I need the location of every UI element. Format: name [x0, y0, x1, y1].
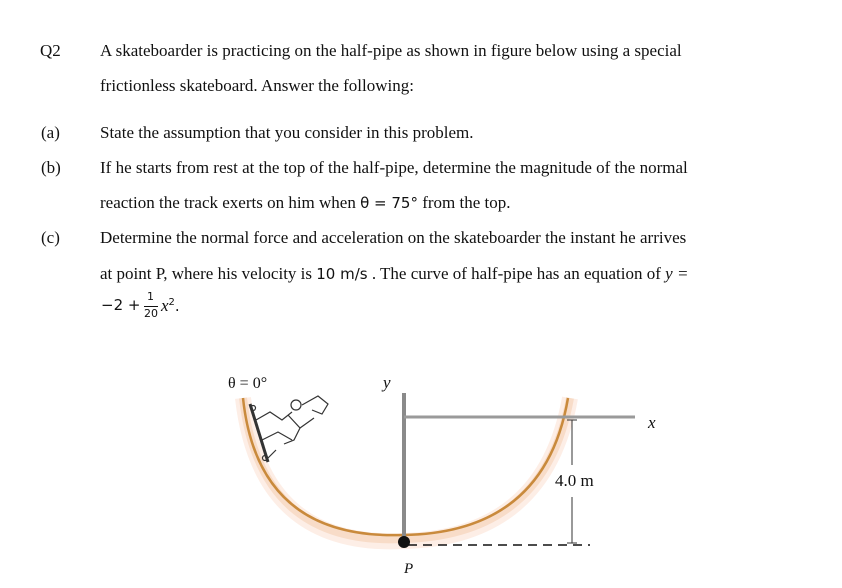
velocity-value: 10 m/s: [316, 265, 368, 283]
part-b-line1: If he starts from rest at the top of the half-pipe, determine the magnitude of the normal: [100, 158, 688, 177]
y-axis-label: y: [383, 373, 391, 392]
part-c-line2-post: . The curve of half-pipe has an equation of: [367, 264, 666, 283]
theta-value: θ = 75°: [360, 194, 418, 212]
part-a-label: (a): [41, 123, 60, 142]
equation-suffix-x: x: [161, 296, 169, 315]
part-a-text: State the assumption that you consider in this problem.: [100, 123, 474, 142]
height-label: 4.0 m: [555, 471, 594, 490]
equation-prefix: −2 +: [101, 296, 141, 314]
point-p-marker: [398, 536, 410, 548]
equation-y: y =: [665, 264, 689, 283]
theta-zero-label: θ = 0°: [228, 375, 268, 392]
question-intro-line1: A skateboarder is practicing on the half-pipe as shown in figure below using a special: [100, 41, 682, 60]
part-b-label: (b): [41, 158, 61, 177]
part-c-line2-pre: at point P, where his velocity is: [100, 264, 317, 283]
question-number: Q2: [40, 41, 61, 60]
question-intro-line2: frictionless skateboard. Answer the following:: [100, 76, 414, 95]
part-c-line1: Determine the normal force and acceleration on the skateboarder the instant he arrives: [100, 228, 687, 247]
equation-suffix-dot: .: [174, 297, 180, 315]
x-axis-label: x: [648, 413, 656, 432]
equation-suffix-sup: 2: [168, 297, 175, 308]
point-p-label: P: [404, 561, 414, 577]
part-b-line2-pre: reaction the track exerts on him when: [100, 193, 361, 212]
fraction-denominator: 20: [144, 307, 158, 320]
part-b-line2-post: from the top.: [417, 193, 511, 212]
part-c-label: (c): [41, 228, 60, 247]
fraction-numerator: 1: [147, 290, 154, 303]
